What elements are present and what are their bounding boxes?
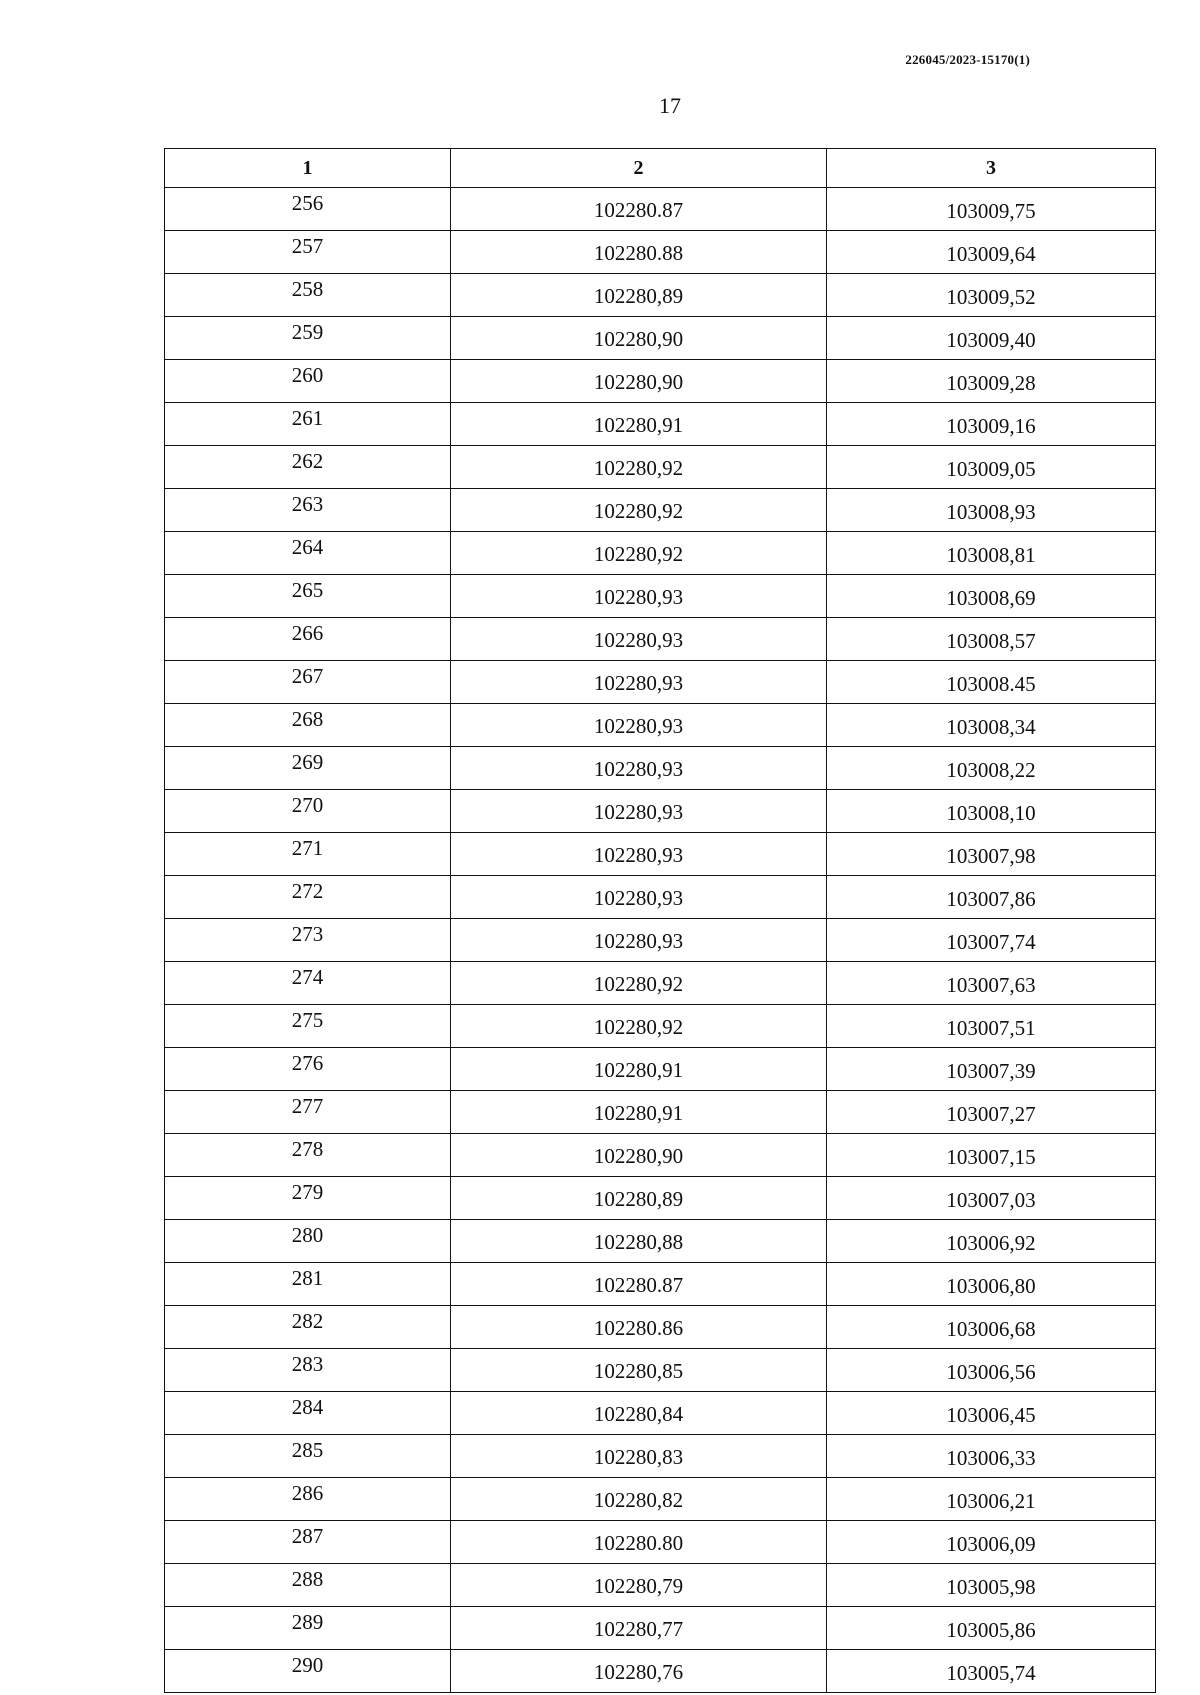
table-row [165,1349,1156,1392]
point-number-cell: 276 [165,1048,451,1091]
table-header-row [165,149,1156,188]
table-row [165,704,1156,747]
y-coordinate-cell: 103006,56 [827,1349,1156,1392]
point-number-cell: 268 [165,704,451,747]
table-row [165,1048,1156,1091]
table-row [165,962,1156,1005]
x-coordinate-cell: 102280,85 [451,1349,827,1392]
table-row [165,532,1156,575]
column-header: 3 [827,149,1156,188]
point-number-cell: 275 [165,1005,451,1048]
table-row [165,403,1156,446]
x-coordinate-cell: 102280,93 [451,747,827,790]
x-coordinate-cell: 102280,93 [451,919,827,962]
table-row [165,790,1156,833]
point-number-cell: 262 [165,446,451,489]
table-row [165,833,1156,876]
y-coordinate-cell: 103009,28 [827,360,1156,403]
point-number-cell: 266 [165,618,451,661]
point-number-cell: 272 [165,876,451,919]
point-number-cell: 290 [165,1650,451,1693]
y-coordinate-cell: 103006,45 [827,1392,1156,1435]
y-coordinate-cell: 103008,22 [827,747,1156,790]
y-coordinate-cell: 103008.45 [827,661,1156,704]
x-coordinate-cell: 102280,91 [451,1048,827,1091]
point-number-cell: 257 [165,231,451,274]
y-coordinate-cell: 103007,63 [827,962,1156,1005]
x-coordinate-cell: 102280,93 [451,704,827,747]
coordinates-table [164,148,1156,1693]
point-number-cell: 279 [165,1177,451,1220]
point-number-cell: 288 [165,1564,451,1607]
y-coordinate-cell: 103006,09 [827,1521,1156,1564]
table-row [165,1650,1156,1693]
table-row [165,618,1156,661]
point-number-cell: 258 [165,274,451,317]
y-coordinate-cell: 103007,27 [827,1091,1156,1134]
point-number-cell: 256 [165,188,451,231]
x-coordinate-cell: 102280,93 [451,618,827,661]
table-row [165,1392,1156,1435]
y-coordinate-cell: 103007,86 [827,876,1156,919]
point-number-cell: 274 [165,962,451,1005]
y-coordinate-cell: 103007,15 [827,1134,1156,1177]
x-coordinate-cell: 102280,92 [451,962,827,1005]
x-coordinate-cell: 102280,82 [451,1478,827,1521]
table-row [165,1091,1156,1134]
point-number-cell: 284 [165,1392,451,1435]
point-number-cell: 286 [165,1478,451,1521]
table-row [165,317,1156,360]
y-coordinate-cell: 103007,03 [827,1177,1156,1220]
table-row [165,1521,1156,1564]
y-coordinate-cell: 103007,98 [827,833,1156,876]
y-coordinate-cell: 103007,74 [827,919,1156,962]
x-coordinate-cell: 102280.87 [451,1263,827,1306]
table-row [165,1564,1156,1607]
x-coordinate-cell: 102280,93 [451,833,827,876]
table-row [165,274,1156,317]
point-number-cell: 277 [165,1091,451,1134]
y-coordinate-cell: 103008,93 [827,489,1156,532]
x-coordinate-cell: 102280,89 [451,274,827,317]
y-coordinate-cell: 103009,52 [827,274,1156,317]
point-number-cell: 269 [165,747,451,790]
point-number-cell: 285 [165,1435,451,1478]
table-row [165,575,1156,618]
table-body [165,188,1156,1693]
table-row [165,876,1156,919]
point-number-cell: 263 [165,489,451,532]
point-number-cell: 283 [165,1349,451,1392]
point-number-cell: 259 [165,317,451,360]
point-number-cell: 267 [165,661,451,704]
table-row [165,489,1156,532]
y-coordinate-cell: 103005,74 [827,1650,1156,1693]
x-coordinate-cell: 102280.87 [451,188,827,231]
point-number-cell: 289 [165,1607,451,1650]
point-number-cell: 264 [165,532,451,575]
column-header: 1 [165,149,451,188]
point-number-cell: 273 [165,919,451,962]
table-row [165,1134,1156,1177]
y-coordinate-cell: 103009,64 [827,231,1156,274]
table-row [165,1177,1156,1220]
column-header: 2 [451,149,827,188]
y-coordinate-cell: 103007,39 [827,1048,1156,1091]
x-coordinate-cell: 102280,76 [451,1650,827,1693]
x-coordinate-cell: 102280,92 [451,446,827,489]
x-coordinate-cell: 102280,93 [451,876,827,919]
x-coordinate-cell: 102280,92 [451,489,827,532]
table-row [165,919,1156,962]
point-number-cell: 282 [165,1306,451,1349]
y-coordinate-cell: 103009,05 [827,446,1156,489]
y-coordinate-cell: 103008,69 [827,575,1156,618]
table-row [165,747,1156,790]
point-number-cell: 265 [165,575,451,618]
table-row [165,446,1156,489]
y-coordinate-cell: 103006,80 [827,1263,1156,1306]
y-coordinate-cell: 103007,51 [827,1005,1156,1048]
table-row [165,1263,1156,1306]
table-row [165,1478,1156,1521]
x-coordinate-cell: 102280,93 [451,790,827,833]
point-number-cell: 278 [165,1134,451,1177]
y-coordinate-cell: 103009,16 [827,403,1156,446]
x-coordinate-cell: 102280,84 [451,1392,827,1435]
y-coordinate-cell: 103005,98 [827,1564,1156,1607]
x-coordinate-cell: 102280,93 [451,661,827,704]
x-coordinate-cell: 102280,91 [451,403,827,446]
x-coordinate-cell: 102280.88 [451,231,827,274]
table-row [165,661,1156,704]
point-number-cell: 270 [165,790,451,833]
x-coordinate-cell: 102280,91 [451,1091,827,1134]
point-number-cell: 281 [165,1263,451,1306]
x-coordinate-cell: 102280,88 [451,1220,827,1263]
point-number-cell: 260 [165,360,451,403]
y-coordinate-cell: 103009,75 [827,188,1156,231]
table-row [165,1220,1156,1263]
y-coordinate-cell: 103008,81 [827,532,1156,575]
x-coordinate-cell: 102280,92 [451,532,827,575]
table-row [165,188,1156,231]
point-number-cell: 280 [165,1220,451,1263]
document-id: 226045/2023-15170(1) [905,52,1030,67]
x-coordinate-cell: 102280,79 [451,1564,827,1607]
y-coordinate-cell: 103008,57 [827,618,1156,661]
table-row [165,1306,1156,1349]
x-coordinate-cell: 102280,89 [451,1177,827,1220]
table-row [165,360,1156,403]
y-coordinate-cell: 103006,33 [827,1435,1156,1478]
x-coordinate-cell: 102280,90 [451,1134,827,1177]
x-coordinate-cell: 102280.80 [451,1521,827,1564]
page-number: 17 [659,93,681,118]
x-coordinate-cell: 102280,77 [451,1607,827,1650]
table-row [165,1005,1156,1048]
y-coordinate-cell: 103006,92 [827,1220,1156,1263]
y-coordinate-cell: 103009,40 [827,317,1156,360]
table-row [165,1435,1156,1478]
y-coordinate-cell: 103008,34 [827,704,1156,747]
point-number-cell: 271 [165,833,451,876]
table-row [165,231,1156,274]
point-number-cell: 261 [165,403,451,446]
table-row [165,1607,1156,1650]
point-number-cell: 287 [165,1521,451,1564]
y-coordinate-cell: 103005,86 [827,1607,1156,1650]
y-coordinate-cell: 103006,68 [827,1306,1156,1349]
x-coordinate-cell: 102280,90 [451,360,827,403]
x-coordinate-cell: 102280.86 [451,1306,827,1349]
x-coordinate-cell: 102280,83 [451,1435,827,1478]
x-coordinate-cell: 102280,92 [451,1005,827,1048]
y-coordinate-cell: 103008,10 [827,790,1156,833]
x-coordinate-cell: 102280,93 [451,575,827,618]
y-coordinate-cell: 103006,21 [827,1478,1156,1521]
x-coordinate-cell: 102280,90 [451,317,827,360]
